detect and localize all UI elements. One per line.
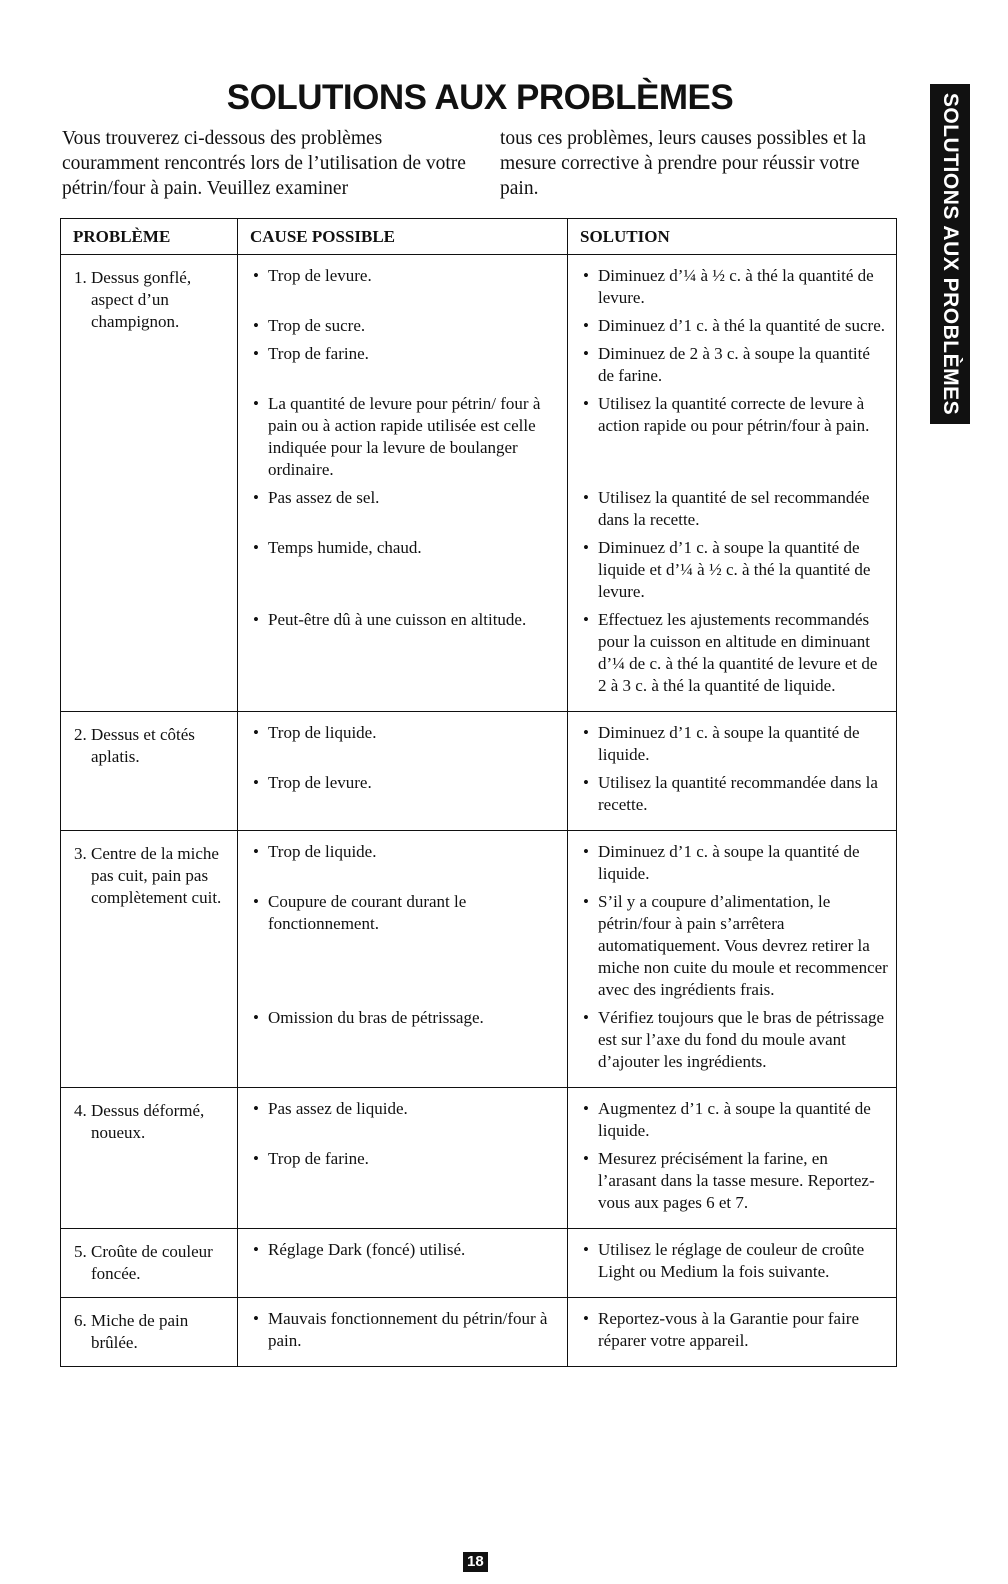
intro-text-right: tous ces problèmes, leurs causes possibles et la mesure corrective à prendre pour réussir votre pain. (500, 128, 867, 199)
solution-item: • Vérifiez toujours que le bras de pétrissage est sur l’axe du fond du moule avant d’ajouter les ingrédients. (576, 1007, 888, 1073)
solution-item: • S’il y a coupure d’alimentation, le pétrin/four à pain s’arrêtera automatiquement. Vous devrez retirer la miche non cuite du moule et recommencer avec des ingrédients frais. (576, 891, 888, 1001)
problem-text: 1. Dessus gonflé, aspect d’un champignon. (74, 268, 192, 331)
problem-text: 6. Miche de pain brûlée. (74, 1311, 189, 1352)
solution-item: • Diminuez d’1 c. à soupe la quantité de liquide et d’¼ à ½ c. à thé la quantité de levure. (576, 537, 888, 603)
cause-cell (238, 255, 568, 712)
side-tab-label: SOLUTIONS AUX PROBLÈMES (939, 92, 962, 416)
cause-cell (238, 1229, 568, 1298)
cause-item: • La quantité de levure pour pétrin/ four à pain ou à action rapide utilisée est celle indiquée pour la levure de boulanger ordinaire. (246, 393, 559, 481)
cause-cell (238, 712, 568, 831)
solution-cell (568, 1229, 897, 1298)
problem-cell (61, 1298, 238, 1367)
cause-item: • Trop de sucre. (246, 315, 559, 337)
cause-cell (238, 1088, 568, 1229)
solution-item: • Utilisez le réglage de couleur de croûte Light ou Medium la fois suivante. (576, 1239, 888, 1283)
problem-text: 4. Dessus déformé, noueux. (74, 1101, 205, 1142)
cause-item: • Pas assez de sel. (246, 487, 559, 531)
solution-item: • Diminuez d’1 c. à thé la quantité de sucre. (576, 315, 888, 337)
solution-item: • Diminuez d’1 c. à soupe la quantité de liquide. (576, 722, 888, 766)
solution-item: • Diminuez d’¼ à ½ c. à thé la quantité de levure. (576, 265, 888, 309)
cause-item: • Mauvais fonctionnement du pétrin/four à pain. (246, 1308, 559, 1352)
cause-item: • Peut-être dû à une cuisson en altitude. (246, 609, 559, 697)
solution-item: • Reportez-vous à la Garantie pour faire réparer votre appareil. (576, 1308, 888, 1352)
problem-cell (61, 1229, 238, 1298)
problem-cell (61, 831, 238, 1088)
cause-item: • Trop de farine. (246, 343, 559, 387)
troubleshooting-table (60, 218, 897, 1367)
cause-item: • Trop de liquide. (246, 722, 559, 766)
cause-item: • Réglage Dark (foncé) utilisé. (246, 1239, 559, 1283)
header-cause: CAUSE POSSIBLE (238, 219, 568, 255)
cause-item: • Coupure de courant durant le fonctionnement. (246, 891, 559, 1001)
solution-item: • Utilisez la quantité correcte de levure à action rapide ou pour pétrin/four à pain. (576, 393, 888, 481)
intro-text-left: Vous trouverez ci-dessous des problèmes couramment rencontrés lors de l’utilisation de votre pétrin/four à pain. Veuillez examiner (62, 128, 466, 199)
problem-text: 2. Dessus et côtés aplatis. (74, 725, 195, 766)
table-row (61, 1298, 897, 1367)
cause-item: • Temps humide, chaud. (246, 537, 559, 603)
page-title: SOLUTIONS AUX PROBLÈMES (226, 78, 734, 117)
table-row (61, 712, 897, 831)
solution-cell (568, 255, 897, 712)
page-number: 18 (463, 1552, 488, 1572)
cause-item: • Pas assez de liquide. (246, 1098, 559, 1142)
solution-item: • Diminuez d’1 c. à soupe la quantité de liquide. (576, 841, 888, 885)
problem-text: 5. Croûte de couleur foncée. (74, 1242, 213, 1283)
problem-cell (61, 1088, 238, 1229)
cause-item: • Trop de farine. (246, 1148, 559, 1214)
solution-item: • Augmentez d’1 c. à soupe la quantité de liquide. (576, 1098, 888, 1142)
table-row (61, 1229, 897, 1298)
problem-cell (61, 255, 238, 712)
solution-item: • Utilisez la quantité de sel recommandée dans la recette. (576, 487, 888, 531)
solution-item: • Diminuez de 2 à 3 c. à soupe la quantité de farine. (576, 343, 888, 387)
cause-cell (238, 1298, 568, 1367)
solution-item: • Effectuez les ajustements recommandés pour la cuisson en altitude en diminuant d’¼ de c. à thé la quantité de levure et de 2 à 3 c. à thé la quantité de liquide. (576, 609, 888, 697)
cause-item: • Trop de liquide. (246, 841, 559, 885)
header-solution: SOLUTION (568, 219, 897, 255)
solution-cell (568, 1088, 897, 1229)
solution-item: • Mesurez précisément la farine, en l’arasant dans la tasse mesure. Reportez-vous aux pages 6 et 7. (576, 1148, 888, 1214)
cause-item: • Trop de levure. (246, 265, 559, 309)
cause-item: • Omission du bras de pétrissage. (246, 1007, 559, 1073)
solution-item: • Utilisez la quantité recommandée dans la recette. (576, 772, 888, 816)
solution-cell (568, 712, 897, 831)
cause-cell (238, 831, 568, 1088)
problem-text: 3. Centre de la miche pas cuit, pain pas complètement cuit. (74, 844, 222, 907)
section-side-tab (930, 84, 970, 424)
table-row (61, 255, 897, 712)
solution-cell (568, 1298, 897, 1367)
table-row (61, 1088, 897, 1229)
solution-cell (568, 831, 897, 1088)
cause-item: • Trop de levure. (246, 772, 559, 816)
table-header-row (61, 219, 897, 255)
problem-cell (61, 712, 238, 831)
header-problem: PROBLÈME (61, 219, 238, 255)
table-row (61, 831, 897, 1088)
